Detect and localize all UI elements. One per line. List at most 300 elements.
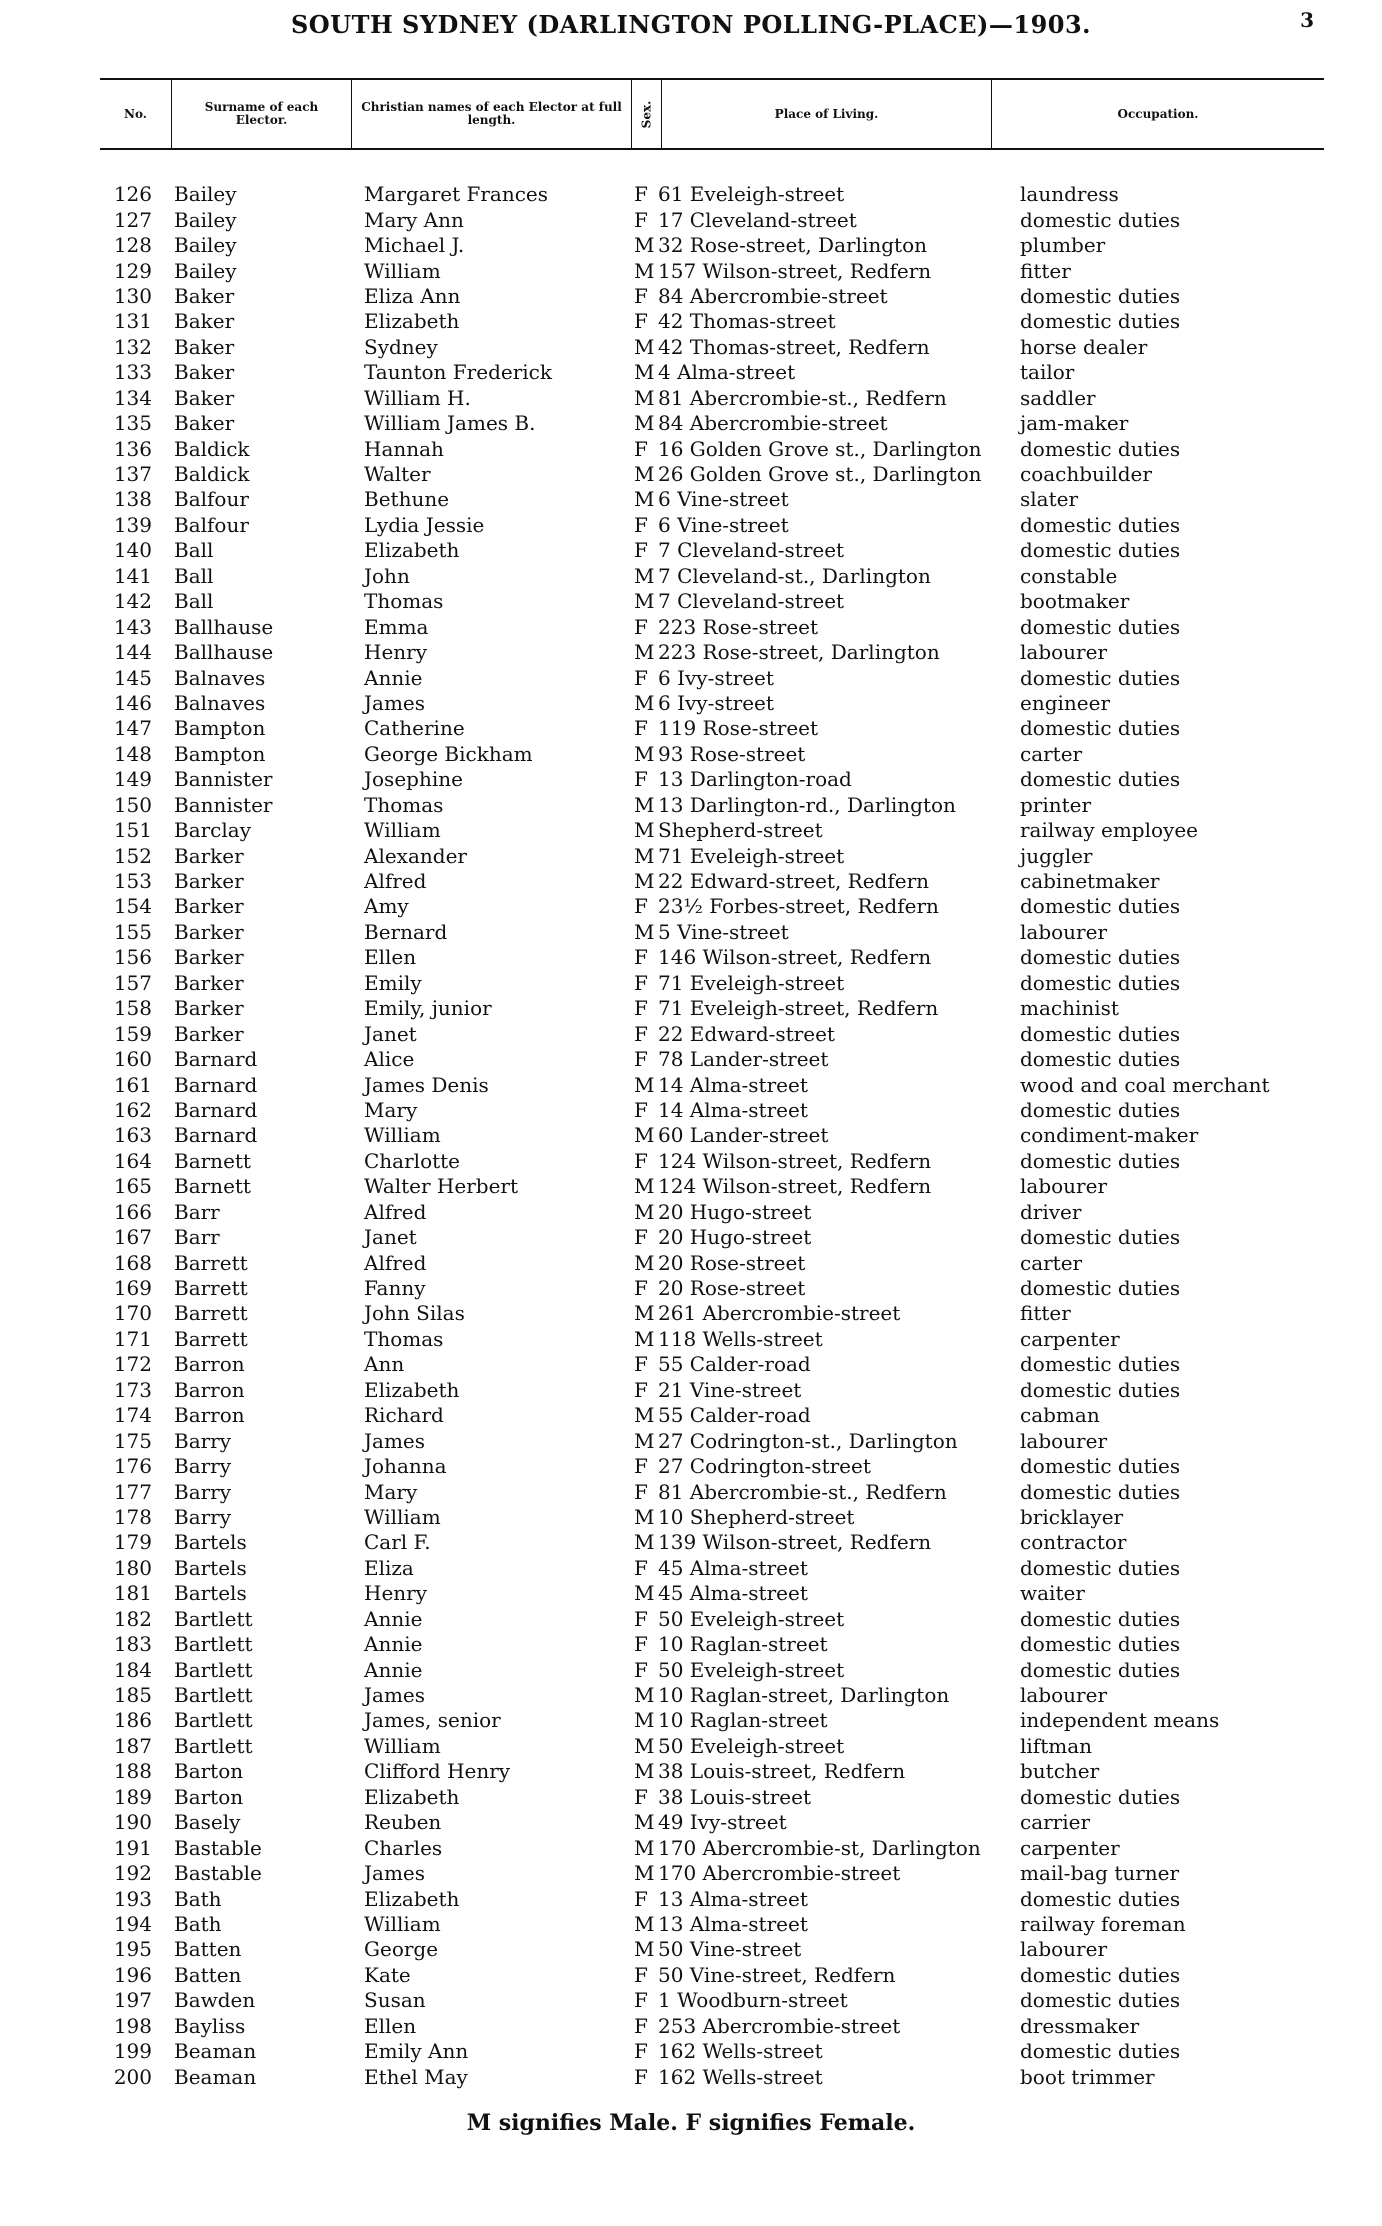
table-row bbox=[100, 1734, 1340, 1759]
table-row bbox=[100, 818, 1340, 843]
elector-sex: F bbox=[634, 970, 648, 995]
elector-occupation: cabinetmaker bbox=[1020, 869, 1160, 894]
elector-occupation: fitter bbox=[1020, 258, 1071, 283]
elector-occupation: domestic duties bbox=[1020, 436, 1181, 461]
elector-number: 169 bbox=[113, 1276, 152, 1301]
table-row bbox=[100, 589, 1340, 614]
elector-number: 144 bbox=[113, 640, 152, 665]
elector-sex: M bbox=[634, 411, 655, 436]
elector-number: 181 bbox=[113, 1581, 152, 1606]
elector-number: 151 bbox=[113, 818, 152, 843]
elector-occupation: carter bbox=[1020, 741, 1083, 766]
elector-place-of-living: 21 Vine-street bbox=[658, 1377, 802, 1402]
elector-occupation: coachbuilder bbox=[1020, 462, 1152, 487]
elector-place-of-living: 4 Alma-street bbox=[658, 360, 796, 385]
elector-sex: F bbox=[634, 767, 648, 792]
elector-number: 197 bbox=[113, 1988, 152, 2013]
elector-sex: F bbox=[634, 996, 648, 1021]
elector-surname: Bailey bbox=[174, 233, 237, 258]
elector-surname: Bampton bbox=[174, 741, 266, 766]
elector-sex: F bbox=[634, 1225, 648, 1250]
table-row bbox=[100, 869, 1340, 894]
elector-place-of-living: 170 Abercrombie-street bbox=[658, 1861, 901, 1886]
elector-surname: Bartlett bbox=[174, 1733, 253, 1758]
elector-place-of-living: 71 Eveleigh-street bbox=[658, 970, 845, 995]
elector-place-of-living: 42 Thomas-street, Redfern bbox=[658, 334, 930, 359]
elector-surname: Barrett bbox=[174, 1326, 248, 1351]
elector-sex: F bbox=[634, 1657, 648, 1682]
elector-number: 136 bbox=[113, 436, 152, 461]
elector-sex: F bbox=[634, 1276, 648, 1301]
table-row bbox=[100, 538, 1340, 563]
elector-surname: Baldick bbox=[174, 436, 250, 461]
elector-christian-names: Fanny bbox=[364, 1276, 426, 1301]
elector-sex: M bbox=[634, 792, 655, 817]
elector-surname: Bayliss bbox=[174, 2013, 246, 2038]
elector-occupation: liftman bbox=[1020, 1733, 1093, 1758]
elector-number: 183 bbox=[113, 1632, 152, 1657]
elector-number: 190 bbox=[113, 1810, 152, 1835]
elector-sex: M bbox=[634, 640, 655, 665]
elector-place-of-living: 22 Edward-street, Redfern bbox=[658, 869, 930, 894]
elector-occupation: domestic duties bbox=[1020, 665, 1181, 690]
elector-place-of-living: 16 Golden Grove st., Darlington bbox=[658, 436, 982, 461]
elector-occupation: contractor bbox=[1020, 1530, 1127, 1555]
elector-sex: F bbox=[634, 207, 648, 232]
elector-place-of-living: 84 Abercrombie-street bbox=[658, 411, 888, 436]
elector-occupation: engineer bbox=[1020, 690, 1111, 715]
elector-occupation: domestic duties bbox=[1020, 1454, 1181, 1479]
elector-number: 200 bbox=[113, 2064, 152, 2089]
elector-sex: M bbox=[634, 1199, 655, 1224]
elector-occupation: carrier bbox=[1020, 1810, 1091, 1835]
elector-surname: Barnard bbox=[174, 1047, 258, 1072]
elector-place-of-living: 42 Thomas-street bbox=[658, 309, 836, 334]
elector-christian-names: William bbox=[364, 1123, 441, 1148]
elector-christian-names: William bbox=[364, 1911, 441, 1936]
elector-surname: Baker bbox=[174, 360, 235, 385]
elector-surname: Baldick bbox=[174, 462, 250, 487]
elector-place-of-living: 71 Eveleigh-street, Redfern bbox=[658, 996, 939, 1021]
elector-number: 195 bbox=[113, 1937, 152, 1962]
elector-surname: Batten bbox=[174, 1937, 242, 1962]
elector-christian-names: John Silas bbox=[364, 1301, 465, 1326]
elector-number: 127 bbox=[113, 207, 152, 232]
elector-place-of-living: 10 Raglan-street, Darlington bbox=[658, 1683, 950, 1708]
elector-occupation: laundress bbox=[1020, 182, 1119, 207]
elector-place-of-living: 27 Codrington-street bbox=[658, 1454, 871, 1479]
elector-list bbox=[100, 182, 1340, 2090]
elector-christian-names: Elizabeth bbox=[364, 1377, 460, 1402]
elector-surname: Barker bbox=[174, 869, 244, 894]
elector-christian-names: Catherine bbox=[364, 716, 465, 741]
table-row bbox=[100, 1835, 1340, 1860]
elector-surname: Barr bbox=[174, 1225, 220, 1250]
elector-surname: Barnett bbox=[174, 1174, 251, 1199]
elector-sex: M bbox=[634, 1937, 655, 1962]
elector-place-of-living: 26 Golden Grove st., Darlington bbox=[658, 462, 982, 487]
elector-sex: M bbox=[634, 869, 655, 894]
elector-christian-names: Alfred bbox=[364, 869, 427, 894]
elector-surname: Bartlett bbox=[174, 1683, 253, 1708]
elector-number: 139 bbox=[113, 512, 152, 537]
elector-surname: Barton bbox=[174, 1784, 244, 1809]
table-row bbox=[100, 691, 1340, 716]
elector-occupation: saddler bbox=[1020, 385, 1096, 410]
table-row bbox=[100, 1327, 1340, 1352]
elector-christian-names: Charlotte bbox=[364, 1148, 461, 1173]
elector-surname: Barker bbox=[174, 894, 244, 919]
elector-sex: M bbox=[634, 258, 655, 283]
elector-surname: Barry bbox=[174, 1454, 232, 1479]
elector-occupation: domestic duties bbox=[1020, 1021, 1181, 1046]
elector-occupation: domestic duties bbox=[1020, 309, 1181, 334]
elector-occupation: domestic duties bbox=[1020, 1097, 1181, 1122]
elector-number: 141 bbox=[113, 563, 152, 588]
table-row bbox=[100, 971, 1340, 996]
elector-surname: Barker bbox=[174, 919, 244, 944]
elector-occupation: domestic duties bbox=[1020, 1606, 1181, 1631]
elector-occupation: carpenter bbox=[1020, 1835, 1120, 1860]
elector-christian-names: Alfred bbox=[364, 1199, 427, 1224]
elector-surname: Ball bbox=[174, 563, 214, 588]
table-row bbox=[100, 1378, 1340, 1403]
elector-occupation: domestic duties bbox=[1020, 1479, 1181, 1504]
elector-christian-names: George Bickham bbox=[364, 741, 533, 766]
elector-surname: Bath bbox=[174, 1886, 222, 1911]
elector-sex: M bbox=[634, 1072, 655, 1097]
elector-number: 160 bbox=[113, 1047, 152, 1072]
elector-occupation: independent means bbox=[1020, 1708, 1220, 1733]
elector-occupation: domestic duties bbox=[1020, 207, 1181, 232]
elector-number: 171 bbox=[113, 1326, 152, 1351]
elector-christian-names: James bbox=[364, 1428, 426, 1453]
table-row bbox=[100, 1988, 1340, 2013]
table-row bbox=[100, 1021, 1340, 1046]
elector-occupation: butcher bbox=[1020, 1759, 1100, 1784]
table-row bbox=[100, 1174, 1340, 1199]
elector-place-of-living: 84 Abercrombie-street bbox=[658, 283, 888, 308]
table-row bbox=[100, 894, 1340, 919]
elector-place-of-living: 32 Rose-street, Darlington bbox=[658, 233, 928, 258]
elector-christian-names: Hannah bbox=[364, 436, 444, 461]
elector-occupation: labourer bbox=[1020, 1174, 1108, 1199]
table-row bbox=[100, 1785, 1340, 1810]
elector-place-of-living: 261 Abercrombie-street bbox=[658, 1301, 901, 1326]
elector-occupation: domestic duties bbox=[1020, 2039, 1181, 2064]
elector-place-of-living: 45 Alma-street bbox=[658, 1555, 808, 1580]
elector-surname: Bastable bbox=[174, 1835, 262, 1860]
table-row bbox=[100, 436, 1340, 461]
elector-surname: Batten bbox=[174, 1962, 242, 1987]
elector-surname: Bartlett bbox=[174, 1708, 253, 1733]
elector-christian-names: Charles bbox=[364, 1835, 443, 1860]
elector-number: 193 bbox=[113, 1886, 152, 1911]
elector-surname: Bartlett bbox=[174, 1606, 253, 1631]
elector-place-of-living: 81 Abercrombie-st., Redfern bbox=[658, 385, 947, 410]
elector-number: 140 bbox=[113, 538, 152, 563]
elector-number: 142 bbox=[113, 589, 152, 614]
elector-christian-names: Alfred bbox=[364, 1250, 427, 1275]
elector-occupation: labourer bbox=[1020, 640, 1108, 665]
table-row bbox=[100, 614, 1340, 639]
table-row bbox=[100, 2039, 1340, 2064]
elector-sex: M bbox=[634, 462, 655, 487]
elector-christian-names: Elizabeth bbox=[364, 1886, 460, 1911]
table-row bbox=[100, 1886, 1340, 1911]
elector-place-of-living: 20 Hugo-street bbox=[658, 1199, 812, 1224]
table-row bbox=[100, 665, 1340, 690]
elector-christian-names: Walter Herbert bbox=[364, 1174, 519, 1199]
elector-christian-names: Walter bbox=[364, 462, 431, 487]
elector-sex: F bbox=[634, 283, 648, 308]
elector-occupation: domestic duties bbox=[1020, 614, 1181, 639]
elector-place-of-living: 5 Vine-street bbox=[658, 919, 789, 944]
elector-surname: Barton bbox=[174, 1759, 244, 1784]
elector-place-of-living: 49 Ivy-street bbox=[658, 1810, 787, 1835]
elector-place-of-living: 1 Woodburn-street bbox=[658, 1988, 848, 2013]
table-row bbox=[100, 1301, 1340, 1326]
elector-place-of-living: 20 Rose-street bbox=[658, 1276, 806, 1301]
elector-christian-names: James Denis bbox=[364, 1072, 489, 1097]
table-row bbox=[100, 1479, 1340, 1504]
elector-christian-names: William bbox=[364, 1733, 441, 1758]
elector-christian-names: Ann bbox=[364, 1352, 405, 1377]
table-row bbox=[100, 462, 1340, 487]
elector-surname: Bartels bbox=[174, 1555, 247, 1580]
elector-occupation: wood and coal merchant bbox=[1020, 1072, 1270, 1097]
elector-christian-names: Lydia Jessie bbox=[364, 512, 485, 537]
elector-occupation: carpenter bbox=[1020, 1326, 1120, 1351]
elector-surname: Baker bbox=[174, 309, 235, 334]
elector-sex: M bbox=[634, 1403, 655, 1428]
elector-christian-names: William H. bbox=[364, 385, 471, 410]
elector-occupation: horse dealer bbox=[1020, 334, 1148, 359]
elector-place-of-living: 223 Rose-street bbox=[658, 614, 819, 639]
elector-christian-names: Mary Ann bbox=[364, 207, 464, 232]
elector-place-of-living: 14 Alma-street bbox=[658, 1072, 808, 1097]
elector-surname: Bawden bbox=[174, 1988, 256, 2013]
elector-number: 187 bbox=[113, 1733, 152, 1758]
elector-occupation: domestic duties bbox=[1020, 1886, 1181, 1911]
elector-surname: Barker bbox=[174, 843, 244, 868]
elector-number: 147 bbox=[113, 716, 152, 741]
header-no: No. bbox=[100, 80, 172, 148]
elector-number: 170 bbox=[113, 1301, 152, 1326]
table-row bbox=[100, 1556, 1340, 1581]
table-row bbox=[100, 513, 1340, 538]
elector-surname: Barry bbox=[174, 1428, 232, 1453]
elector-number: 129 bbox=[113, 258, 152, 283]
elector-number: 156 bbox=[113, 945, 152, 970]
table-row bbox=[100, 207, 1340, 232]
elector-sex: F bbox=[634, 309, 648, 334]
elector-number: 180 bbox=[113, 1555, 152, 1580]
footer-note: M signifies Male. F signifies Female. bbox=[466, 2110, 916, 2136]
elector-place-of-living: 50 Eveleigh-street bbox=[658, 1606, 845, 1631]
elector-place-of-living: 146 Wilson-street, Redfern bbox=[658, 945, 932, 970]
elector-number: 179 bbox=[113, 1530, 152, 1555]
elector-sex: F bbox=[634, 894, 648, 919]
elector-number: 177 bbox=[113, 1479, 152, 1504]
elector-occupation: juggler bbox=[1020, 843, 1093, 868]
elector-surname: Bath bbox=[174, 1911, 222, 1936]
elector-occupation: plumber bbox=[1020, 233, 1106, 258]
elector-christian-names: Thomas bbox=[364, 589, 444, 614]
elector-number: 167 bbox=[113, 1225, 152, 1250]
table-row bbox=[100, 843, 1340, 868]
elector-christian-names: Richard bbox=[364, 1403, 444, 1428]
elector-number: 157 bbox=[113, 970, 152, 995]
elector-place-of-living: 124 Wilson-street, Redfern bbox=[658, 1174, 932, 1199]
elector-surname: Balnaves bbox=[174, 665, 266, 690]
table-row bbox=[100, 996, 1340, 1021]
table-row bbox=[100, 1072, 1340, 1097]
elector-sex: F bbox=[634, 1632, 648, 1657]
elector-surname: Bastable bbox=[174, 1861, 262, 1886]
elector-sex: F bbox=[634, 614, 648, 639]
elector-surname: Ball bbox=[174, 589, 214, 614]
elector-christian-names: Carl F. bbox=[364, 1530, 431, 1555]
table-row bbox=[100, 742, 1340, 767]
elector-christian-names: Janet bbox=[364, 1021, 417, 1046]
elector-christian-names: Emily bbox=[364, 970, 422, 995]
elector-sex: M bbox=[634, 1861, 655, 1886]
elector-place-of-living: 50 Eveleigh-street bbox=[658, 1733, 845, 1758]
elector-occupation: cabman bbox=[1020, 1403, 1100, 1428]
elector-occupation: domestic duties bbox=[1020, 1047, 1181, 1072]
table-row bbox=[100, 1428, 1340, 1453]
table-row bbox=[100, 1505, 1340, 1530]
elector-surname: Ballhause bbox=[174, 640, 274, 665]
table-row bbox=[100, 1530, 1340, 1555]
elector-occupation: domestic duties bbox=[1020, 1784, 1181, 1809]
elector-place-of-living: 162 Wells-street bbox=[658, 2039, 823, 2064]
elector-sex: F bbox=[634, 1021, 648, 1046]
elector-occupation: boot trimmer bbox=[1020, 2064, 1155, 2089]
elector-sex: F bbox=[634, 2013, 648, 2038]
elector-number: 175 bbox=[113, 1428, 152, 1453]
table-row bbox=[100, 1200, 1340, 1225]
elector-number: 184 bbox=[113, 1657, 152, 1682]
elector-surname: Beaman bbox=[174, 2039, 257, 2064]
table-row bbox=[100, 1098, 1340, 1123]
elector-occupation: domestic duties bbox=[1020, 538, 1181, 563]
elector-sex: F bbox=[634, 1606, 648, 1631]
elector-sex: F bbox=[634, 1352, 648, 1377]
elector-place-of-living: 93 Rose-street bbox=[658, 741, 806, 766]
elector-occupation: printer bbox=[1020, 792, 1092, 817]
table-row bbox=[100, 793, 1340, 818]
elector-surname: Ball bbox=[174, 538, 214, 563]
elector-surname: Balfour bbox=[174, 512, 249, 537]
elector-christian-names: Annie bbox=[364, 1632, 423, 1657]
elector-sex: F bbox=[634, 1377, 648, 1402]
header-place: Place of Living. bbox=[662, 80, 992, 148]
elector-christian-names: Susan bbox=[364, 1988, 426, 2013]
elector-sex: M bbox=[634, 487, 655, 512]
elector-number: 128 bbox=[113, 233, 152, 258]
elector-occupation: carter bbox=[1020, 1250, 1083, 1275]
elector-occupation: domestic duties bbox=[1020, 1657, 1181, 1682]
elector-surname: Bartels bbox=[174, 1581, 247, 1606]
elector-christian-names: Sydney bbox=[364, 334, 438, 359]
elector-occupation: domestic duties bbox=[1020, 512, 1181, 537]
table-row bbox=[100, 1657, 1340, 1682]
elector-sex: M bbox=[634, 233, 655, 258]
elector-occupation: bricklayer bbox=[1020, 1504, 1124, 1529]
elector-surname: Bannister bbox=[174, 792, 273, 817]
elector-christian-names: Thomas bbox=[364, 1326, 444, 1351]
header-surname: Surname of each Elector. bbox=[172, 80, 352, 148]
elector-place-of-living: 162 Wells-street bbox=[658, 2064, 823, 2089]
elector-christian-names: Taunton Frederick bbox=[364, 360, 552, 385]
elector-number: 188 bbox=[113, 1759, 152, 1784]
elector-occupation: domestic duties bbox=[1020, 1988, 1181, 2013]
table-row bbox=[100, 1225, 1340, 1250]
table-row bbox=[100, 1149, 1340, 1174]
elector-occupation: domestic duties bbox=[1020, 1225, 1181, 1250]
elector-number: 164 bbox=[113, 1148, 152, 1173]
elector-occupation: domestic duties bbox=[1020, 283, 1181, 308]
elector-sex: M bbox=[634, 589, 655, 614]
elector-number: 158 bbox=[113, 996, 152, 1021]
elector-number: 135 bbox=[113, 411, 152, 436]
elector-christian-names: John bbox=[364, 563, 410, 588]
elector-surname: Barry bbox=[174, 1479, 232, 1504]
header-sex bbox=[632, 80, 662, 148]
elector-occupation: domestic duties bbox=[1020, 1962, 1181, 1987]
elector-place-of-living: 13 Alma-street bbox=[658, 1911, 808, 1936]
elector-place-of-living: 13 Darlington-rd., Darlington bbox=[658, 792, 956, 817]
elector-surname: Beaman bbox=[174, 2064, 257, 2089]
elector-christian-names: Annie bbox=[364, 1606, 423, 1631]
elector-number: 153 bbox=[113, 869, 152, 894]
elector-surname: Balfour bbox=[174, 487, 249, 512]
table-row bbox=[100, 1123, 1340, 1148]
elector-sex: F bbox=[634, 1097, 648, 1122]
elector-sex: M bbox=[634, 1683, 655, 1708]
elector-surname: Barclay bbox=[174, 818, 252, 843]
elector-place-of-living: 13 Darlington-road bbox=[658, 767, 852, 792]
elector-surname: Barrett bbox=[174, 1250, 248, 1275]
elector-sex: M bbox=[634, 334, 655, 359]
table-row bbox=[100, 258, 1340, 283]
elector-sex: F bbox=[634, 1962, 648, 1987]
elector-sex: M bbox=[634, 360, 655, 385]
elector-surname: Bartlett bbox=[174, 1632, 253, 1657]
elector-christian-names: Josephine bbox=[364, 767, 463, 792]
elector-place-of-living: 139 Wilson-street, Redfern bbox=[658, 1530, 932, 1555]
elector-occupation: domestic duties bbox=[1020, 945, 1181, 970]
elector-surname: Baker bbox=[174, 334, 235, 359]
elector-christian-names: Annie bbox=[364, 665, 423, 690]
table-row bbox=[100, 1937, 1340, 1962]
elector-number: 137 bbox=[113, 462, 152, 487]
elector-christian-names: Ellen bbox=[364, 2013, 417, 2038]
elector-christian-names: Elizabeth bbox=[364, 309, 460, 334]
table-row bbox=[100, 487, 1340, 512]
elector-surname: Barrett bbox=[174, 1301, 248, 1326]
table-row bbox=[100, 1632, 1340, 1657]
elector-number: 133 bbox=[113, 360, 152, 385]
table-row bbox=[100, 1607, 1340, 1632]
elector-surname: Barron bbox=[174, 1403, 245, 1428]
elector-place-of-living: 23½ Forbes-street, Redfern bbox=[658, 894, 939, 919]
elector-occupation: domestic duties bbox=[1020, 1555, 1181, 1580]
elector-sex: F bbox=[634, 1784, 648, 1809]
elector-occupation: domestic duties bbox=[1020, 1276, 1181, 1301]
